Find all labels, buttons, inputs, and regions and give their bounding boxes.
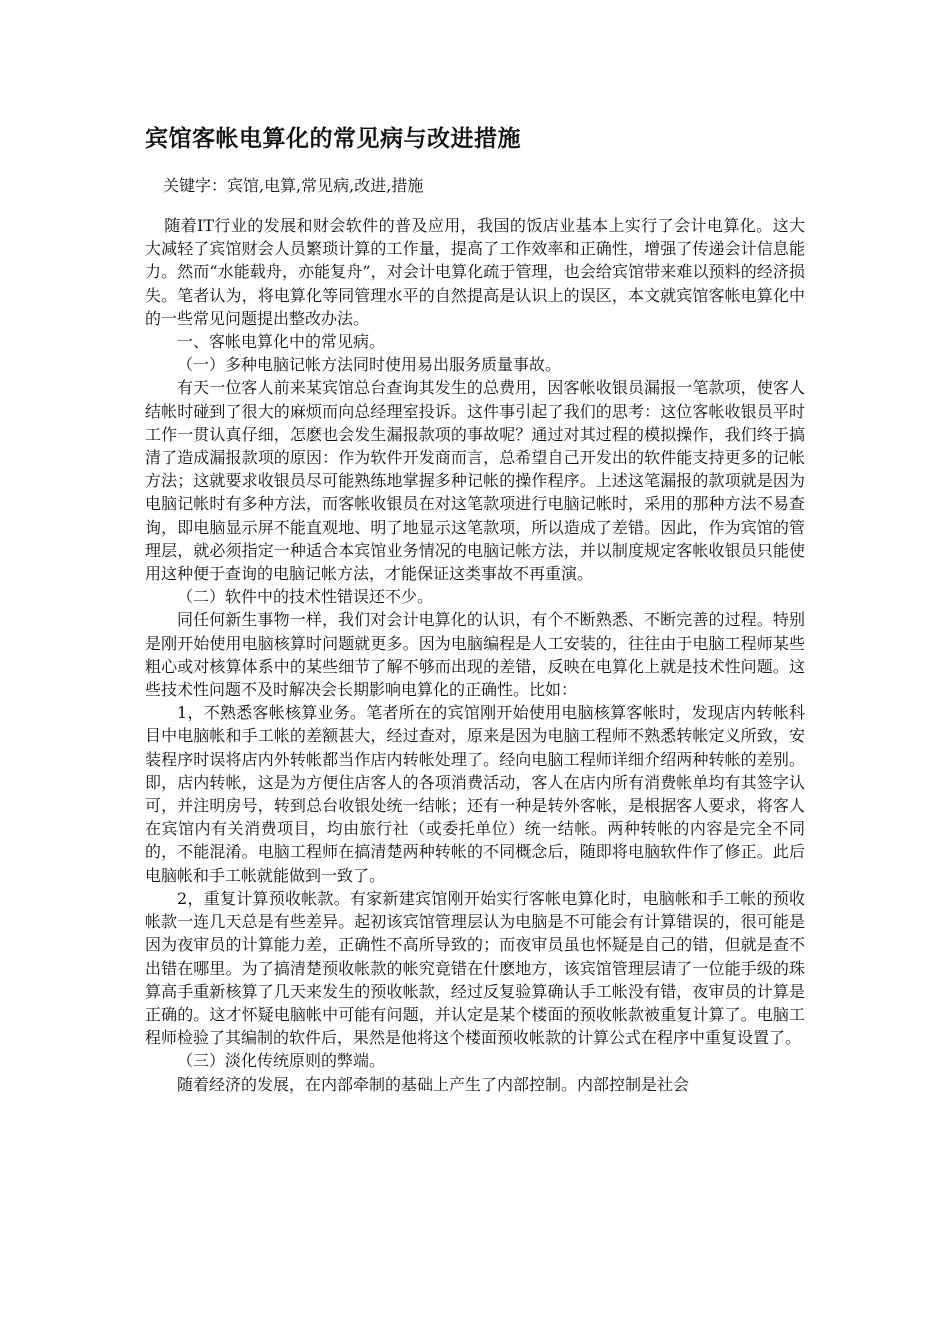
document-title: 宾馆客帐电算化的常见病与改进措施 — [145, 126, 521, 152]
subsection-heading: （二）软件中的技术性错误还不少。 — [177, 587, 434, 607]
numbered-paragraph: 2，重复计算预收帐款。有家新建宾馆刚开始实行客帐电算化时，电脑帐和手工帐的预收帐款一连几天总是有些差异。起初该宾馆管理层认为电脑是不可能会有计算错误的，很可能是因为夜审员的计算能力差，正确性不高所导致的；而夜审员虽也怀疑是自己的错，但就是查不出错在哪里。为了搞清楚预收帐款的帐究竟错在什麽地方，该宾馆管理层请了一位能手级的珠算高手重新核算了几天来发生的预收帐款，经过反复验算确认手工帐没有错，夜审员的计算是正确的。这才怀疑电脑帐中可能有问题，并认定是某个楼面的预收帐款被重复计算了。电脑工程师检验了其编制的软件后，果然是他将这个楼面预收帐款的计算公式在程序中重复设置了。 — [145, 888, 805, 1048]
paragraph-intro: 随着IT行业的发展和财会软件的普及应用，我国的饭店业基本上实行了会计电算化。这大大减轻了宾馆财会人员繁琐计算的工作量，提高了工作效率和正确性，增强了传递会计信息能力。然而“水能载舟，亦能复舟”，对会计电算化疏于管理，也会给宾馆带来难以预料的经济损失。笔者认为，将电算化等同管理水平的自然提高是认识上的误区，本文就宾馆客帐电算化中的一些常见问题提出整改办法。 — [145, 216, 805, 328]
subsection-heading: （三）淡化传统原则的弊端。 — [177, 1051, 386, 1071]
section-heading: 一、客帐电算化中的常见病。 — [177, 332, 386, 352]
paragraph: 有天一位客人前来某宾馆总台查询其发生的总费用，因客帐收银员漏报一笔款项，使客人结帐时碰到了很大的麻烦而向总经理室投诉。这件事引起了我们的思考：这位客帐收银员平时工作一贯认真仔细，怎麽也会发生漏报款项的事故呢？通过对其过程的模拟操作，我们终于搞清了造成漏报款项的原因：作为软件开发商而言，总希望自己开发出的软件能支持更多的记帐方法；这就要求收银员尽可能熟练地掌握多种记帐的操作程序。上述这笔漏报的款项就是因为电脑记帐时有多种方法，而客帐收银员在对这笔款项进行电脑记帐时，采用的那种方法不易查询，即电脑显示屏不能直观地、明了地显示这笔款项，所以造成了差错。因此，作为宾馆的管理层，就必须指定一种适合本宾馆业务情况的电脑记帐方法，并以制度规定客帐收银员只能使用这种便于查询的电脑记帐方法，才能保证这类事故不再重演。 — [145, 378, 805, 584]
keywords-line: 关键字：宾馆,电算,常见病,改进,措施 — [163, 176, 424, 195]
numbered-paragraph: 1，不熟悉客帐核算业务。笔者所在的宾馆刚开始使用电脑核算客帐时，发现店内转帐科目中电脑帐和手工帐的差额甚大，经过查对，原来是因为电脑工程师不熟悉转帐定义所致，安装程序时误将店内外转帐都当作店内转帐处理了。经向电脑工程师详细介绍两种转帐的差别。即，店内转帐，这是为方便住店客人的各项消费活动，客人在店内所有消费帐单均有其签字认可，并注明房号，转到总台收银处统一结帐；还有一种是转外客帐，是根据客人要求，将客人在宾馆内有关消费项目，均由旅行社（或委托单位）统一结帐。两种转帐的内容是完全不同的，不能混淆。电脑工程师在搞清楚两种转帐的不同概念后，随即将电脑软件作了修正。此后电脑帐和手工帐就能做到一致了。 — [145, 703, 805, 885]
paragraph: 随着经济的发展，在内部牵制的基础上产生了内部控制。内部控制是社会 — [177, 1074, 690, 1094]
paragraph: 同任何新生事物一样，我们对会计电算化的认识，有个不断熟悉、不断完善的过程。特别是刚开始使用电脑核算时问题就更多。因为电脑编程是人工安装的，往往由于电脑工程师某些粗心或对核算体系中的某些细节了解不够而出现的差错，反映在电算化上就是技术性问题。这些技术性问题不及时解决会长期影响电算化的正确性。比如： — [145, 610, 805, 700]
document-body — [145, 214, 805, 1096]
subsection-heading: （一）多种电脑记帐方法同时使用易出服务质量事故。 — [177, 355, 562, 375]
